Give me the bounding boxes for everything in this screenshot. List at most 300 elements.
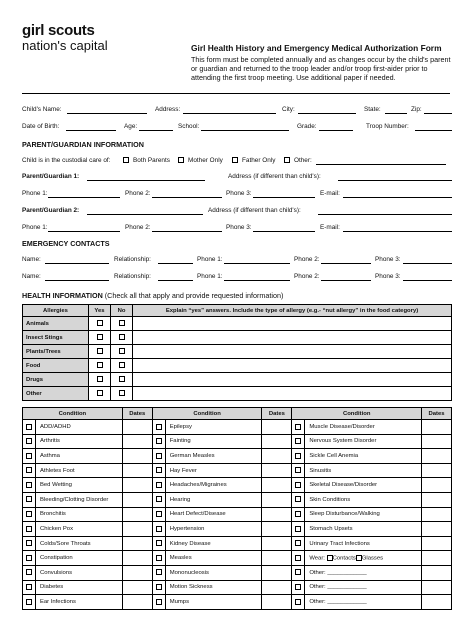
pg2-phone1-field[interactable] <box>48 231 120 232</box>
health-heading-title: HEALTH INFORMATION <box>22 291 103 300</box>
condition-checkbox[interactable] <box>295 599 301 605</box>
child-name-label: Child's Name: <box>22 106 62 113</box>
school-field[interactable] <box>201 130 289 131</box>
allergy-no-cell <box>111 373 133 387</box>
condition-checkbox-cell <box>292 420 305 435</box>
ec1-relationship-label: Relationship: <box>114 256 151 263</box>
condition-name: Arthritis <box>35 434 122 449</box>
condition-row <box>23 507 452 522</box>
condition-row <box>23 551 452 566</box>
condition-checkbox[interactable] <box>156 467 162 473</box>
condition-name: Other: ____________ <box>305 580 422 595</box>
condition-checkbox[interactable] <box>156 496 162 502</box>
conditions-header-row <box>23 408 452 420</box>
condition-row <box>23 536 452 551</box>
allergy-yes-checkbox[interactable] <box>97 376 103 382</box>
condition-checkbox[interactable] <box>156 526 162 532</box>
pg1-email-label: E-mail: <box>320 190 340 197</box>
dates-header-1: Dates <box>122 408 152 420</box>
allergy-yes-checkbox[interactable] <box>97 320 103 326</box>
condition-name: Motion Sickness <box>165 580 262 595</box>
condition-checkbox-cell <box>23 449 36 464</box>
pg2-phone3-label: Phone 3: <box>226 224 252 231</box>
ec1-name-field[interactable] <box>45 263 109 264</box>
condition-dates-field[interactable] <box>422 595 452 610</box>
ec1-phone2-field[interactable] <box>321 263 371 264</box>
mother-only-checkbox[interactable] <box>178 157 184 163</box>
ec2-relationship-label: Relationship: <box>114 273 151 280</box>
condition-checkbox-cell <box>23 580 36 595</box>
condition-name: Chicken Pox <box>35 522 122 537</box>
condition-name: Colds/Sore Throats <box>35 536 122 551</box>
condition-checkbox[interactable] <box>295 482 301 488</box>
condition-checkbox[interactable] <box>156 599 162 605</box>
condition-dates-field[interactable] <box>122 434 152 449</box>
form-intro: This form must be completed annually and as changes occur by the child's parent or guardian and returned to the troop leader and/or troop first-aider prior to attending the first troop meeting. Use additional paper if needed. <box>191 55 451 82</box>
condition-dates-field[interactable] <box>262 434 292 449</box>
pg1-address-label: Address (if different than child's): <box>228 173 321 180</box>
condition-dates-field[interactable] <box>422 565 452 580</box>
condition-dates-field[interactable] <box>262 492 292 507</box>
allergy-yes-checkbox[interactable] <box>97 348 103 354</box>
condition-name: Sinusitis <box>305 463 422 478</box>
condition-name: Nervous System Disorder <box>305 434 422 449</box>
condition-name: Fainting <box>165 434 262 449</box>
condition-checkbox-cell <box>23 507 36 522</box>
condition-name: Urinary Tract Infections <box>305 536 422 551</box>
condition-dates-field[interactable] <box>422 463 452 478</box>
allergy-row <box>23 317 452 331</box>
condition-dates-field[interactable] <box>262 507 292 522</box>
condition-name: Sickle Cell Anemia <box>305 449 422 464</box>
condition-row <box>23 434 452 449</box>
condition-name: Diabetes <box>35 580 122 595</box>
pg2-field[interactable] <box>87 214 203 215</box>
address-label: Address: <box>155 106 181 113</box>
allergy-label: Plants/Trees <box>23 345 89 359</box>
condition-checkbox[interactable] <box>26 584 32 590</box>
condition-checkbox-cell <box>292 551 305 566</box>
condition-row <box>23 522 452 537</box>
condition-checkbox-cell <box>292 463 305 478</box>
pg2-address-field[interactable] <box>318 214 452 215</box>
conditions-table <box>22 407 452 610</box>
explain-header: Explain “yes” answers. Include the type of allergy (e.g.- “nut allergy” in the food category) <box>133 305 452 317</box>
condition-checkbox[interactable] <box>26 482 32 488</box>
condition-checkbox-cell <box>23 463 36 478</box>
condition-dates-field[interactable] <box>422 478 452 493</box>
troop-field[interactable] <box>415 130 452 131</box>
condition-checkbox[interactable] <box>295 526 301 532</box>
condition-checkbox[interactable] <box>156 453 162 459</box>
allergy-explain-field[interactable] <box>133 317 452 331</box>
condition-dates-field[interactable] <box>122 463 152 478</box>
condition-checkbox[interactable] <box>156 424 162 430</box>
emergency-heading: EMERGENCY CONTACTS <box>22 239 110 248</box>
condition-checkbox[interactable] <box>295 467 301 473</box>
condition-checkbox-cell <box>292 492 305 507</box>
condition-checkbox[interactable] <box>156 555 162 561</box>
condition-checkbox[interactable] <box>295 584 301 590</box>
allergy-no-cell <box>111 387 133 401</box>
ec1-relationship-field[interactable] <box>158 263 193 264</box>
condition-name: Hay Fever <box>165 463 262 478</box>
condition-dates-field[interactable] <box>122 449 152 464</box>
condition-checkbox[interactable] <box>26 569 32 575</box>
father-only-label: Father Only <box>242 157 276 164</box>
condition-checkbox-cell <box>292 507 305 522</box>
condition-checkbox[interactable] <box>295 555 301 561</box>
condition-checkbox[interactable] <box>156 438 162 444</box>
pg1-field[interactable] <box>87 180 205 181</box>
condition-checkbox[interactable] <box>295 438 301 444</box>
condition-dates-field[interactable] <box>262 551 292 566</box>
pg1-label: Parent/Guardian 1: <box>22 173 80 180</box>
condition-checkbox[interactable] <box>156 482 162 488</box>
grade-field[interactable] <box>319 130 353 131</box>
allergies-header-row <box>23 305 452 317</box>
allergy-no-cell <box>111 331 133 345</box>
condition-checkbox-cell <box>292 522 305 537</box>
ec1-phone1-field[interactable] <box>224 263 290 264</box>
child-name-field[interactable] <box>67 113 147 114</box>
condition-checkbox-cell <box>152 434 165 449</box>
logo-line2: nation's capital <box>22 38 108 53</box>
father-only-checkbox[interactable] <box>232 157 238 163</box>
condition-checkbox[interactable] <box>295 540 301 546</box>
pg1-phone2-label: Phone 2: <box>125 190 151 197</box>
allergy-label: Food <box>23 359 89 373</box>
allergy-no-checkbox[interactable] <box>119 320 125 326</box>
condition-name: Convulsions <box>35 565 122 580</box>
allergy-yes-cell <box>89 345 111 359</box>
ec1-name-label: Name: <box>22 256 41 263</box>
allergy-explain-field[interactable] <box>133 359 452 373</box>
pg1-address-field[interactable] <box>338 180 452 181</box>
ec2-phone1-field[interactable] <box>224 280 290 281</box>
condition-checkbox[interactable] <box>295 453 301 459</box>
allergy-row <box>23 345 452 359</box>
condition-dates-field[interactable] <box>422 420 452 435</box>
condition-checkbox-cell <box>152 536 165 551</box>
pg2-email-field[interactable] <box>343 231 452 232</box>
allergy-label: Drugs <box>23 373 89 387</box>
pg2-label: Parent/Guardian 2: <box>22 207 80 214</box>
allergy-yes-cell <box>89 317 111 331</box>
condition-name: Headaches/Migraines <box>165 478 262 493</box>
condition-dates-field[interactable] <box>262 536 292 551</box>
condition-name: Sleep Disturbance/Walking <box>305 507 422 522</box>
condition-checkbox-cell <box>152 492 165 507</box>
pg2-phone2-field[interactable] <box>152 231 222 232</box>
condition-checkbox[interactable] <box>26 540 32 546</box>
allergy-label: Animals <box>23 317 89 331</box>
age-label: Age: <box>124 123 138 130</box>
pg1-phone3-label: Phone 3: <box>226 190 252 197</box>
condition-checkbox[interactable] <box>26 453 32 459</box>
condition-checkbox-cell <box>23 551 36 566</box>
condition-dates-field[interactable] <box>422 507 452 522</box>
condition-dates-field[interactable] <box>122 522 152 537</box>
condition-checkbox[interactable] <box>156 511 162 517</box>
state-field[interactable] <box>385 113 407 114</box>
condition-checkbox-cell <box>23 420 36 435</box>
pg2-address-label: Address (if different than child's): <box>208 207 301 214</box>
condition-header-2: Condition <box>152 408 262 420</box>
allergy-yes-checkbox[interactable] <box>97 362 103 368</box>
age-field[interactable] <box>139 130 173 131</box>
condition-dates-field[interactable] <box>122 536 152 551</box>
condition-header-1: Condition <box>23 408 123 420</box>
condition-dates-field[interactable] <box>122 420 152 435</box>
condition-checkbox-cell <box>152 449 165 464</box>
allergy-explain-field[interactable] <box>133 331 452 345</box>
other-custody-label: Other: <box>294 157 312 164</box>
condition-dates-field[interactable] <box>122 595 152 610</box>
condition-name: Bed Wetting <box>35 478 122 493</box>
condition-checkbox-cell <box>152 595 165 610</box>
condition-dates-field[interactable] <box>262 565 292 580</box>
allergy-no-cell <box>111 345 133 359</box>
condition-checkbox-cell <box>23 565 36 580</box>
condition-checkbox[interactable] <box>26 599 32 605</box>
ec2-phone3-field[interactable] <box>403 280 452 281</box>
ec2-relationship-field[interactable] <box>158 280 193 281</box>
pg2-phone2-label: Phone 2: <box>125 224 151 231</box>
condition-checkbox-cell <box>292 595 305 610</box>
condition-checkbox[interactable] <box>26 496 32 502</box>
condition-row <box>23 463 452 478</box>
ec2-phone3-label: Phone 3: <box>375 273 401 280</box>
allergy-yes-checkbox[interactable] <box>97 334 103 340</box>
condition-dates-field[interactable] <box>122 507 152 522</box>
condition-checkbox-cell <box>152 565 165 580</box>
condition-checkbox[interactable] <box>156 584 162 590</box>
condition-checkbox-cell <box>23 492 36 507</box>
yes-header: Yes <box>89 305 111 317</box>
parent-section-heading: PARENT/GUARDIAN INFORMATION <box>22 140 144 149</box>
condition-checkbox-cell <box>23 522 36 537</box>
allergy-label: Insect Stings <box>23 331 89 345</box>
dates-header-2: Dates <box>262 408 292 420</box>
allergies-header: Allergies <box>23 305 89 317</box>
pg2-email-label: E-mail: <box>320 224 340 231</box>
condition-checkbox-cell <box>292 449 305 464</box>
allergy-no-checkbox[interactable] <box>119 390 125 396</box>
condition-name: Epilepsy <box>165 420 262 435</box>
condition-checkbox[interactable] <box>295 424 301 430</box>
condition-checkbox-cell <box>23 595 36 610</box>
condition-name: Hypertension <box>165 522 262 537</box>
allergy-explain-field[interactable] <box>133 387 452 401</box>
condition-checkbox[interactable] <box>26 555 32 561</box>
condition-name: Other: ____________ <box>305 595 422 610</box>
pg1-phone3-field[interactable] <box>253 197 315 198</box>
condition-name: Athletes Foot <box>35 463 122 478</box>
condition-name: Skin Conditions <box>305 492 422 507</box>
allergy-row <box>23 387 452 401</box>
ec1-phone1-label: Phone 1: <box>197 256 223 263</box>
condition-checkbox[interactable] <box>156 540 162 546</box>
allergies-table <box>22 304 452 401</box>
condition-row <box>23 478 452 493</box>
school-label: School: <box>178 123 200 130</box>
health-heading-note: (Check all that apply and provide requested information) <box>104 291 284 300</box>
condition-name: Bleeding/Clotting Disorder <box>35 492 122 507</box>
condition-checkbox[interactable] <box>26 467 32 473</box>
condition-name: Stomach Upsets <box>305 522 422 537</box>
condition-row <box>23 492 452 507</box>
ec1-phone2-label: Phone 2: <box>294 256 320 263</box>
pg1-phone1-field[interactable] <box>48 197 120 198</box>
condition-checkbox[interactable] <box>295 569 301 575</box>
contacts-label: Contacts <box>332 555 356 562</box>
condition-checkbox[interactable] <box>156 569 162 575</box>
allergy-no-cell <box>111 317 133 331</box>
condition-dates-field[interactable] <box>262 580 292 595</box>
ec2-name-field[interactable] <box>45 280 109 281</box>
condition-row <box>23 449 452 464</box>
condition-dates-field[interactable] <box>262 463 292 478</box>
allergy-explain-field[interactable] <box>133 345 452 359</box>
zip-field[interactable] <box>424 113 452 114</box>
allergy-yes-checkbox[interactable] <box>97 390 103 396</box>
troop-label: Troop Number: <box>366 123 409 130</box>
allergy-row <box>23 359 452 373</box>
condition-checkbox-cell <box>152 478 165 493</box>
allergy-no-checkbox[interactable] <box>119 348 125 354</box>
condition-checkbox-cell <box>152 507 165 522</box>
address-field[interactable] <box>183 113 276 114</box>
ec1-phone3-label: Phone 3: <box>375 256 401 263</box>
condition-dates-field[interactable] <box>262 522 292 537</box>
allergy-no-checkbox[interactable] <box>119 334 125 340</box>
custodial-label: Child is in the custodial care of: <box>22 157 111 164</box>
condition-dates-field[interactable] <box>122 551 152 566</box>
condition-name: Constipation <box>35 551 122 566</box>
condition-checkbox[interactable] <box>26 526 32 532</box>
health-heading <box>22 291 283 300</box>
condition-checkbox-cell <box>292 565 305 580</box>
condition-row <box>23 565 452 580</box>
condition-checkbox-cell <box>152 420 165 435</box>
both-parents-label: Both Parents <box>133 157 170 164</box>
pg1-phone2-field[interactable] <box>152 197 222 198</box>
pg1-email-field[interactable] <box>343 197 452 198</box>
condition-checkbox-cell <box>152 551 165 566</box>
condition-name: Muscle Disease/Disorder <box>305 420 422 435</box>
condition-dates-field[interactable] <box>122 492 152 507</box>
condition-dates-field[interactable] <box>262 449 292 464</box>
city-label: City: <box>282 106 295 113</box>
allergy-yes-cell <box>89 387 111 401</box>
condition-dates-field[interactable] <box>262 478 292 493</box>
condition-checkbox-cell <box>23 434 36 449</box>
other-custody-checkbox[interactable] <box>284 157 290 163</box>
condition-dates-field[interactable] <box>422 449 452 464</box>
ec2-name-label: Name: <box>22 273 41 280</box>
no-header: No <box>111 305 133 317</box>
allergy-row <box>23 373 452 387</box>
condition-checkbox[interactable] <box>26 438 32 444</box>
condition-name: Mumps <box>165 595 262 610</box>
condition-name: Ear Infections <box>35 595 122 610</box>
condition-checkbox-cell <box>292 478 305 493</box>
condition-checkbox[interactable] <box>295 511 301 517</box>
mother-only-label: Mother Only <box>188 157 223 164</box>
condition-row <box>23 595 452 610</box>
allergy-label: Other <box>23 387 89 401</box>
allergy-no-checkbox[interactable] <box>119 362 125 368</box>
dates-header-3: Dates <box>422 408 452 420</box>
pg1-phone1-label: Phone 1: <box>22 190 48 197</box>
logo-line1: girl scouts <box>22 22 95 39</box>
other-custody-field[interactable] <box>316 164 446 165</box>
zip-label: Zip: <box>411 106 422 113</box>
condition-dates-field[interactable] <box>422 580 452 595</box>
grade-label: Grade: <box>297 123 317 130</box>
allergy-explain-field[interactable] <box>133 373 452 387</box>
condition-checkbox-cell <box>23 478 36 493</box>
condition-name: Skeletal Disease/Disorder <box>305 478 422 493</box>
condition-name: Bronchitis <box>35 507 122 522</box>
condition-checkbox[interactable] <box>295 496 301 502</box>
dob-field[interactable] <box>66 130 116 131</box>
condition-row <box>23 420 452 435</box>
condition-name: Mononucleosis <box>165 565 262 580</box>
allergy-yes-cell <box>89 331 111 345</box>
condition-name: German Measles <box>165 449 262 464</box>
condition-dates-field[interactable] <box>122 580 152 595</box>
condition-dates-field[interactable] <box>122 478 152 493</box>
condition-dates-field[interactable] <box>422 492 452 507</box>
wear-label: Wear: <box>309 555 325 562</box>
condition-checkbox-cell <box>292 434 305 449</box>
header-rule <box>22 93 450 94</box>
allergy-no-cell <box>111 359 133 373</box>
ec1-phone3-field[interactable] <box>403 263 452 264</box>
condition-checkbox-cell <box>292 580 305 595</box>
condition-dates-field[interactable] <box>122 565 152 580</box>
condition-name <box>305 551 422 566</box>
condition-dates-field[interactable] <box>422 522 452 537</box>
condition-dates-field[interactable] <box>262 420 292 435</box>
condition-checkbox-cell <box>23 536 36 551</box>
dob-label: Date of Birth: <box>22 123 60 130</box>
form-title: Girl Health History and Emergency Medical Authorization Form <box>191 43 442 53</box>
condition-checkbox-cell <box>152 522 165 537</box>
condition-name: Heart Defect/Disease <box>165 507 262 522</box>
condition-dates-field[interactable] <box>422 434 452 449</box>
condition-name: Measles <box>165 551 262 566</box>
condition-checkbox[interactable] <box>26 511 32 517</box>
city-field[interactable] <box>298 113 356 114</box>
condition-checkbox[interactable] <box>26 424 32 430</box>
allergy-yes-cell <box>89 373 111 387</box>
condition-dates-field[interactable] <box>422 551 452 566</box>
allergy-no-checkbox[interactable] <box>119 376 125 382</box>
state-label: State: <box>364 106 381 113</box>
ec2-phone2-field[interactable] <box>321 280 371 281</box>
condition-checkbox-cell <box>292 536 305 551</box>
both-parents-checkbox[interactable] <box>123 157 129 163</box>
allergy-row <box>23 331 452 345</box>
condition-dates-field[interactable] <box>422 536 452 551</box>
pg2-phone1-label: Phone 1: <box>22 224 48 231</box>
ec2-phone2-label: Phone 2: <box>294 273 320 280</box>
condition-dates-field[interactable] <box>262 595 292 610</box>
pg2-phone3-field[interactable] <box>253 231 315 232</box>
